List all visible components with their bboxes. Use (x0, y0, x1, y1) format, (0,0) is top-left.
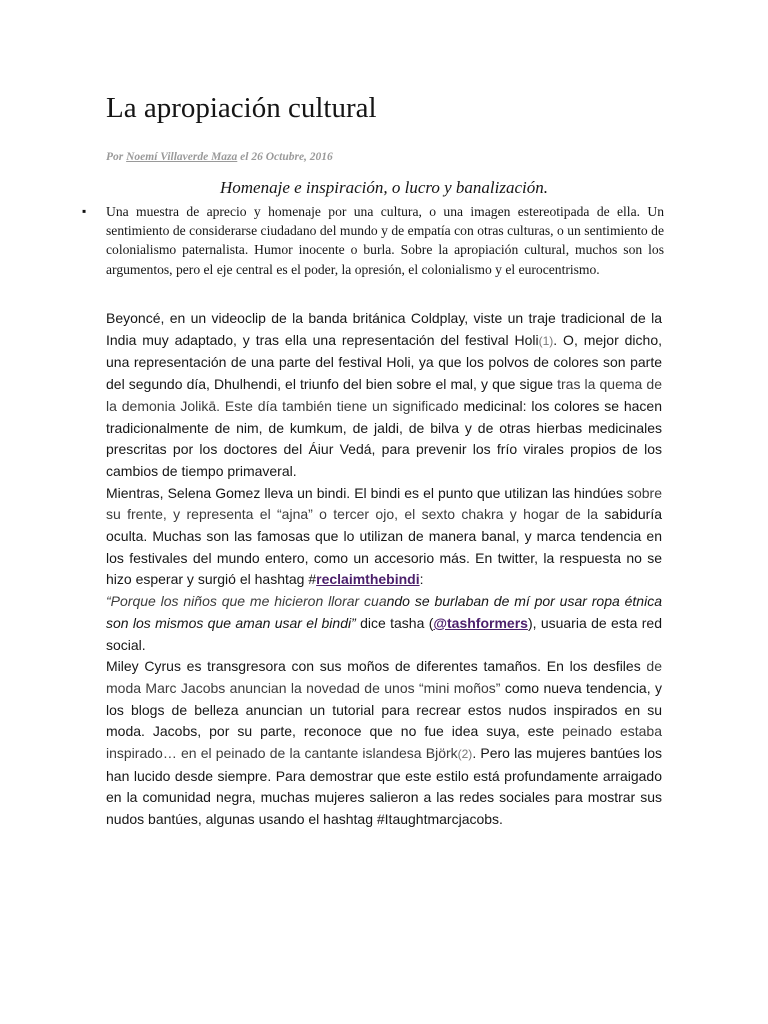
paragraph-selena (106, 483, 662, 657)
paragraph-text: sobre su frente, y representa el “ajna” o tercer ojo, el sexto chakra y hogar de la (106, 484, 662, 523)
summary-bullet-item (82, 202, 664, 279)
paragraph-text: tras la quema de la demonia Jolikā. Este día también tiene un significado (106, 376, 662, 414)
paragraph-text: dice tasha ( (355, 614, 434, 631)
author-link[interactable]: Noemí Villaverde Maza (126, 151, 238, 163)
paragraph-text: medicinal: los colores se hacen tradicionalmente de nim, de kumkum, de jaldi, de bilva y de otras hierbas medicinales prescritas por los doctores del Áiur Vedá, para prevenir los frío virales propios de los cambios de tiempo primaveral. (106, 397, 662, 479)
paragraph-beyonce (106, 308, 662, 483)
paragraph-text: . O, mejor dicho, una representación de una parte del festival Holi, ya que los polvos de colores son parte del segundo día, Dhulhendi, el triunfo del bien sobre el mal, y que sigue (106, 331, 663, 393)
article-body (106, 308, 662, 831)
paragraph-text: sabiduría oculta. Muchas son las famosas que lo utilizan de manera banal, y marca tendencia en los festivales del mundo entero, como un accesorio más. En twitter, la respuesta no se hizo esperar y surgió el hashtag # (106, 506, 662, 588)
footnote-ref[interactable]: (2) (457, 747, 473, 762)
footnote-ref[interactable]: (1) (538, 333, 554, 348)
paragraph-text: como nueva tendencia, y los blogs de belleza anuncian un tutorial para recrear estos nudos inspirados en su moda. Jacobs, por su parte, reconoce que no fue idea suya, este (106, 679, 663, 740)
paragraph-miley (106, 656, 662, 831)
paragraph-text: Beyoncé, en un videoclip de la banda británica Coldplay, viste un traje tradicional de la India muy adaptado, y tras ella una representación del festival Holi (106, 310, 662, 348)
byline-date: el 26 Octubre, 2016 (240, 151, 333, 163)
paragraph-text: Miley Cyrus es transgresora con sus moños de diferentes tamaños. En los desfiles (106, 658, 647, 675)
twitter-handle-link[interactable]: @tashformers (433, 614, 528, 631)
paragraph-text: peinado estaba inspirado… en el peinado de la cantante islandesa Bjӧrk (106, 723, 662, 762)
hashtag-link[interactable]: reclaimthebindi (316, 571, 420, 588)
bullet-icon: ▪ (82, 204, 87, 218)
paragraph-text: Mientras, Selena Gomez lleva un bindi. El bindi es el punto que utilizan las hindúes (106, 484, 627, 501)
summary-text: Una muestra de aprecio y homenaje por una cultura, o una imagen estereotipada de ella. Un sentimiento de considerarse ciudadano del mundo y de empatía con otras culturas, o un sentimiento de colonialismo paternalista. Humor inocente o burla. Sobre la apropiación cultural, muchos son los argumentos, pero el eje central es el poder, la opresión, el colonialismo y el eurocentrismo. (106, 204, 664, 277)
paragraph-text: ), usuaria de esta red social. (106, 614, 663, 653)
quote-text: “Porque los niños que me hicieron llorar cua (106, 593, 387, 610)
paragraph-text: . Pero las mujeres bantúes los han lucido desde siempre. Para demostrar que este estilo está profundamente arraigado en la comunidad negra, muchas mujeres salieron a las redes sociales para mostrar sus nudos bantúes, algunas usando el hashtag #Itaughtmarcjacobs. (106, 745, 662, 828)
article-title: La apropiación cultural (106, 92, 377, 124)
byline-prefix: Por (106, 151, 124, 163)
quote-text: ndo se burlaban de mí por usar ropa étnica son los mismos que aman usar el bindi” (106, 593, 662, 631)
paragraph-text: : (419, 571, 424, 588)
article-subtitle: Homenaje e inspiración, o lucro y banalización. (220, 178, 548, 197)
byline (106, 151, 333, 163)
paragraph-text: de moda Marc Jacobs anuncian la novedad de unos “mini moños” (106, 658, 662, 696)
